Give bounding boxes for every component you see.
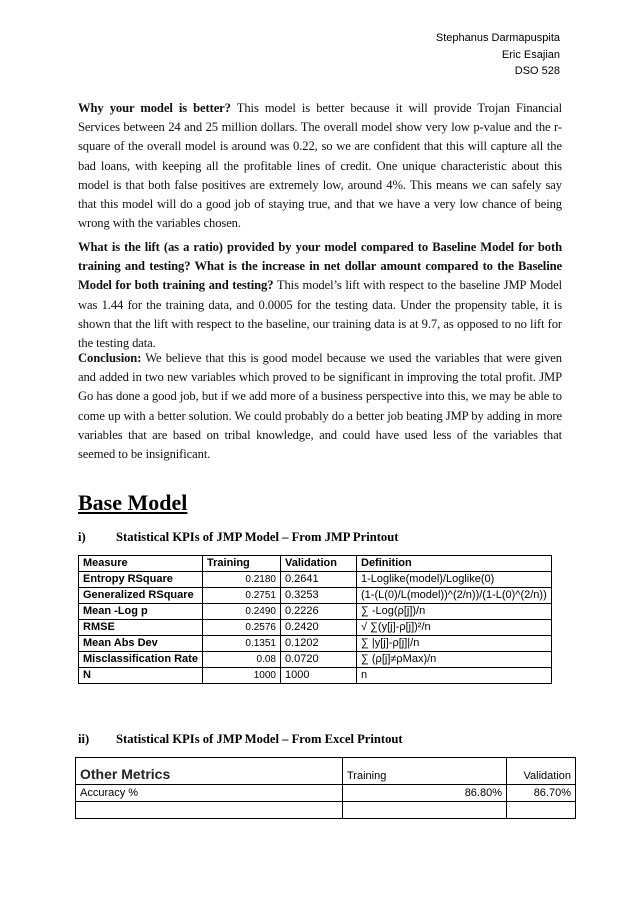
definition-cell: n (357, 668, 552, 684)
table-row (79, 668, 552, 684)
measure-cell: Misclassification Rate (79, 652, 203, 668)
training-cell: 0.2576 (203, 620, 281, 636)
training-cell: 0.2751 (203, 588, 281, 604)
empty-cell (507, 802, 576, 819)
paragraph-text: This model is better because it will provide Trojan Financial Services between 24 and 25 million dollars. The overall model show very low p-value and the r-square of the overall model is around was 0.22, so we are confident that this will capture all the bad loans, with keeping all the profitable lines of credit. One unique characteristic about this model is that both false positives are extremely low, around 4%. This means we can safely say that this model will do a good job of staying true, and that we have a very low chance of being wrong with the variables chosen. (78, 101, 562, 231)
column-header: Measure (79, 556, 203, 572)
table-row-empty (76, 802, 576, 819)
column-header: Definition (357, 556, 552, 572)
table-header-row (79, 556, 552, 572)
author-name-2: Eric Esajian (501, 48, 560, 61)
paragraph-lead: What is the lift (as a ratio) provided by your model compared to Baseline Model for both training and testing? What is the increase in net dollar amount compared to the Baseline Model for both training and testing? (78, 240, 562, 293)
author-name-1: Stephanus Darmapuspita (435, 32, 560, 44)
measure-cell: Mean -Log p (79, 604, 203, 620)
subheading-excel-printout (78, 732, 403, 747)
subheading-number: ii) (78, 732, 90, 746)
kpi-table (78, 555, 552, 684)
empty-cell (343, 802, 507, 819)
definition-cell: ∑ |y[j]-ρ[j]|/n (357, 636, 552, 652)
paragraph-text: We believe that this is good model because we used the variables that were given and added in two new variables which proved to be significant in improving the total profit. JMP Go has done a good job, but if we add more of a business perspective into this, we may be able to come up with a better solution. We could probably do a better job beating JMP by adding in more variables that are based on tribal knowledge, and could have used less of the variables that seemed to be insignificant. (78, 351, 562, 462)
training-cell: 0.2180 (203, 572, 281, 588)
training-cell: 1000 (203, 668, 281, 684)
definition-cell: (1-(L(0)/L(model))^(2/n))/(1-L(0)^(2/n)) (357, 588, 552, 604)
paragraph-lead: Conclusion: (78, 351, 142, 365)
definition-cell: √ ∑(y[j]-ρ[j])²/n (357, 620, 552, 636)
column-header-training: Training (343, 758, 507, 785)
measure-cell: RMSE (79, 620, 203, 636)
table-row (79, 652, 552, 668)
validation-cell: 0.2226 (281, 604, 357, 620)
measure-cell: Entropy RSquare (79, 572, 203, 588)
validation-cell: 0.2420 (281, 620, 357, 636)
subheading-text: Statistical KPIs of JMP Model – From Excel Printout (116, 732, 403, 746)
table-title: Other Metrics (76, 758, 343, 785)
subheading-jmp-printout (78, 530, 398, 545)
table-row (79, 604, 552, 620)
other-metrics-table (75, 757, 576, 819)
definition-cell: ∑ (ρ[j]≠ρMax)/n (357, 652, 552, 668)
author-header (436, 30, 560, 80)
measure-cell: Generalized RSquare (79, 588, 203, 604)
training-cell: 0.08 (203, 652, 281, 668)
paragraph-why-better (78, 99, 562, 233)
validation-cell: 86.70% (507, 785, 576, 802)
subheading-text: Statistical KPIs of JMP Model – From JMP Printout (116, 530, 399, 544)
course-code: DSO 528 (514, 65, 560, 77)
validation-cell: 0.2641 (281, 572, 357, 588)
training-cell: 0.1351 (203, 636, 281, 652)
validation-cell: 0.3253 (281, 588, 357, 604)
definition-cell: 1-Loglike(model)/Loglike(0) (357, 572, 552, 588)
validation-cell: 1000 (281, 668, 357, 684)
column-header-validation: Validation (507, 758, 576, 785)
section-title: Base Model (78, 490, 188, 515)
validation-cell: 0.0720 (281, 652, 357, 668)
validation-cell: 0.1202 (281, 636, 357, 652)
table-header-row (76, 758, 576, 785)
paragraph-lead: Why your model is better? (78, 101, 231, 115)
table-row (79, 636, 552, 652)
training-cell: 86.80% (343, 785, 507, 802)
column-header: Validation (281, 556, 357, 572)
measure-cell: N (79, 668, 203, 684)
paragraph-conclusion (78, 349, 562, 464)
metric-label-cell: Accuracy % (76, 785, 343, 802)
table-row (79, 588, 552, 604)
empty-cell (76, 802, 343, 819)
definition-cell: ∑ -Log(ρ[j])/n (357, 604, 552, 620)
subheading-number: i) (78, 530, 86, 544)
table-row (76, 785, 576, 802)
table-row (79, 620, 552, 636)
paragraph-lift (78, 238, 562, 353)
training-cell: 0.2490 (203, 604, 281, 620)
column-header: Training (203, 556, 281, 572)
measure-cell: Mean Abs Dev (79, 636, 203, 652)
paragraph-text: This model’s lift with respect to the baseline JMP Model was 1.44 for the training data, and 0.0005 for the testing data. Under the propensity table, it is shown that the lift with respect to the baseline, our training data is at 9.7, as opposed to no lift for the testing data. (78, 278, 563, 351)
table-row (79, 572, 552, 588)
